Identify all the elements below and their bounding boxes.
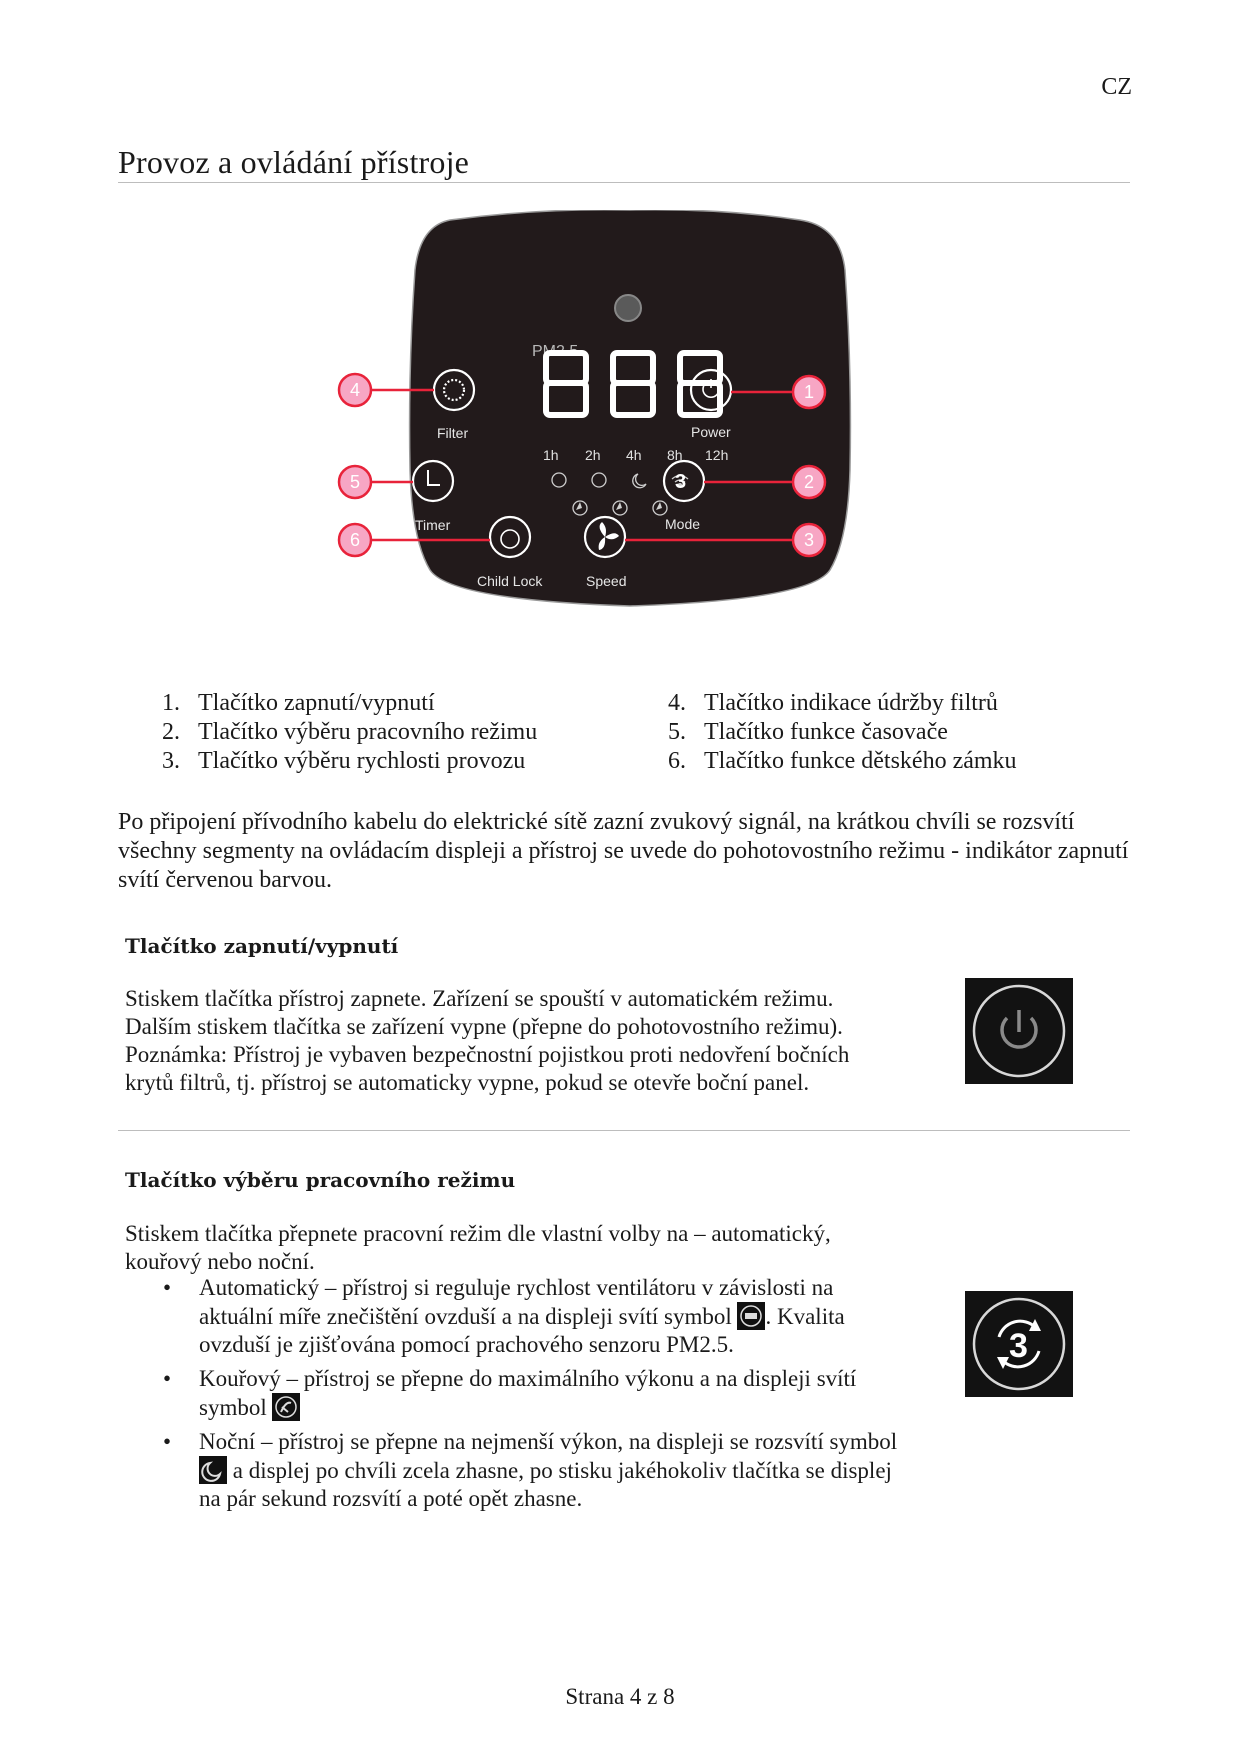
callout-1-label: 1 [803,382,815,402]
page-title: Provoz a ovládání přístroje [118,144,470,180]
list-item: 6. Tlačítko funkce dětského zámku [668,748,1017,774]
page-footer: Strana 4 z 8 [565,1684,675,1709]
pm-label: PM2.5 [532,343,579,360]
language-code: CZ [1101,74,1132,100]
mode-section-heading: Tlačítko výběru pracovního režimu [125,1168,516,1192]
list-item: 1. Tlačítko zapnutí/vypnutí [162,690,435,716]
svg-text:3: 3 [675,471,687,493]
callout-3-label: 3 [803,530,815,550]
callout-5-label: 5 [349,472,361,492]
filter-button-label: Filter [437,425,469,441]
smoke-symbol-icon [272,1393,300,1421]
timer-8h: 8h [667,447,683,463]
mode-button-label: Mode [665,516,701,532]
list-item: 2. Tlačítko výběru pracovního režimu [162,719,538,745]
callout-4-label: 4 [349,380,361,400]
list-item: • Noční – přístroj se přepne na nejmenší výkon, na displeji se rozsvítí symbol a displej po chvíli zcela zhasne, po stisku jakéhokoliv tlačítka se displej na pár sekund rozsvítí a poté opět zhasne. [163,1429,898,1511]
callout-2-label: 2 [803,472,815,492]
button-list-left [162,689,537,776]
power-icon [965,978,1073,1084]
mode-section-text: Stiskem tlačítka přepnete pracovní režim dle vlastní volby na – automatický, kouřový nebo noční. [125,1221,831,1274]
list-item: 4. Tlačítko indikace údržby filtrů [668,690,998,716]
power-button-label: Power [691,424,731,440]
svg-text:3: 3 [1009,1327,1028,1365]
timer-1h: 1h [543,447,559,463]
night-symbol-icon [199,1456,227,1484]
list-item: • Kouřový – přístroj se přepne do maximálního výkonu a na displeji svítí symbol [163,1366,857,1420]
timer-12h: 12h [705,447,729,463]
mode-bullet-list [163,1274,903,1519]
speed-button-label: Speed [586,573,627,589]
list-item: • Automatický – přístroj si reguluje rychlost ventilátoru v závislosti na aktuální míře znečištění ovzduší a na displeji svítí symbol . Kvalita ovzduší je zjišťována pomocí prachového senzoru PM2.5. [163,1275,845,1357]
power-section-heading: Tlačítko zapnutí/vypnutí [125,934,399,958]
callout-6-label: 6 [349,530,361,550]
timer-4h: 4h [626,447,642,463]
title-divider [118,182,1130,183]
intro-paragraph: Po připojení přívodního kabelu do elektrické sítě zazní zvukový signál, na krátkou chvíli se rozsvítí všechny segmenty na ovládacím displeji a přístroj se uvede do pohotovostního režimu - indikátor zapnutí svítí červenou barvou. [118,809,1129,893]
panel-body [410,210,851,606]
auto-symbol-icon [737,1302,765,1330]
child-lock-button-label: Child Lock [477,573,543,589]
button-list-right [668,689,1017,776]
timer-2h: 2h [585,447,601,463]
list-item: 3. Tlačítko výběru rychlosti provozu [162,748,526,774]
timer-button-label: Timer [415,517,451,533]
segment-display-value: 888 [330,210,332,211]
sensor-dot-icon [615,295,641,321]
control-panel-illustration [330,210,920,670]
section-divider [118,1130,1130,1131]
list-item: 5. Tlačítko funkce časovače [668,719,948,745]
mode-icon [965,1291,1073,1397]
power-section-text: Stiskem tlačítka přístroj zapnete. Zařízení se spouští v automatickém režimu. Dalším stiskem tlačítka se zařízení vypne (přepne do pohotovostního režimu). Poznámka: Přístroj je vybaven bezpečnostní pojistkou proti nedovření bočních krytů filtrů, tj. přístroj se automaticky vypne, pokud se otevře boční panel. [125,986,850,1095]
